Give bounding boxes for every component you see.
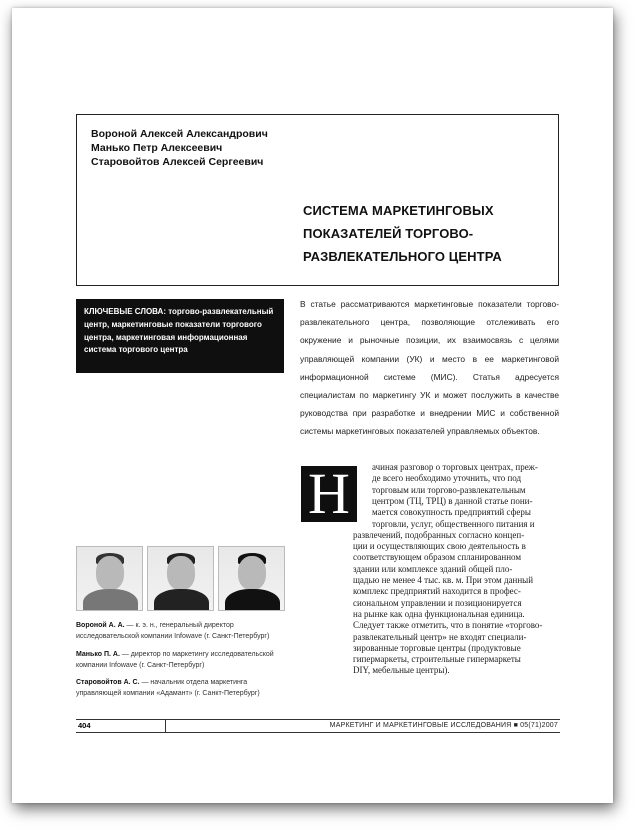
author-list <box>91 127 268 169</box>
body-line: развлекательный центр» не входят специали- <box>353 631 527 642</box>
page-footer <box>76 719 560 733</box>
keywords-box: КЛЮЧЕВЫЕ СЛОВА: торгово-развлекательный центр, маркетинговые показатели торгового центра, маркетинговая информационная система торгового центра <box>76 299 284 373</box>
journal-page <box>12 8 613 803</box>
title-line: РАЗВЛЕКАТЕЛЬНОГО ЦЕНТРА <box>303 249 502 264</box>
body-line: на рынке как одна функциональная единица. <box>353 608 525 619</box>
body-line: здании или комплексе зданий общей пло- <box>353 563 513 574</box>
body-line: Следует также отметить, что в понятие «торгово- <box>353 620 543 631</box>
body-line: гипермаркеты, строительные гипермаркеты <box>353 654 521 665</box>
body-line: торговым или торгово-развлекательным <box>372 484 526 495</box>
page-number: 404 <box>76 720 166 732</box>
body-line: центром (ТЦ, ТРЦ) в данной статье пони- <box>372 495 533 506</box>
body-line: соответствующем образом спланированном <box>353 552 522 563</box>
author-name: Старовойтов Алексей Сергеевич <box>91 156 264 168</box>
author-name: Манько Петр Алексеевич <box>91 142 223 154</box>
body-line: торговли, услуг, общественного питания и <box>372 518 535 529</box>
author-photo-manko <box>147 546 214 611</box>
author-bio: Старовойтов А. С. — начальник отдела маркетинга управляющей компании «Адамант» (г. Санкт-Петербург) <box>76 679 260 697</box>
body-line: сиональном управлении и позиционируется <box>353 597 522 608</box>
body-line: ции и осуществляющих свою деятельность в <box>353 541 526 552</box>
title-line: ПОКАЗАТЕЛЕЙ ТОРГОВО- <box>303 226 474 241</box>
title-line: СИСТЕМА МАРКЕТИНГОВЫХ <box>303 203 494 218</box>
body-line: де всего необходимо уточнить, что под <box>372 473 522 484</box>
drop-cap: Н <box>301 466 357 522</box>
article-title <box>303 199 548 268</box>
article-header <box>76 114 559 286</box>
body-line: ачиная разговор о торговых центрах, преж- <box>372 462 538 472</box>
author-photo-voronoy <box>76 546 143 611</box>
author-name: Вороной Алексей Александрович <box>91 128 268 140</box>
author-photo-starovoytov <box>218 546 285 611</box>
author-bio: Вороной А. А. — к. э. н., генеральный директор исследовательской компании Infowave (г. Санкт-Петербург) <box>76 622 270 640</box>
body-line: щадью не менее 4 тыс. кв. м. При этом данный <box>353 575 534 585</box>
body-line: мается совокупность предприятий сферы <box>372 507 531 518</box>
body-line: DIY, мебельные центры). <box>353 665 450 676</box>
body-line: развлечений, подобранных согласно концеп- <box>353 529 525 540</box>
body-line: зированные торговые центры (продуктовые <box>353 642 521 653</box>
author-photos <box>76 546 286 611</box>
author-bio: Манько П. А. — директор по маркетингу исследовательской компании Infowave (г. Санкт-Петербург) <box>76 651 274 669</box>
abstract-text: В статье рассматриваются маркетинговые показатели торгово-развлекательного центра, позволяющие отслеживать его окружение и рыночные позиции, их взаимосвязь с целями управляющей компании (УК) и место в ее маркетинговой информационной системе (МИС). Статья адресуется специалистам по маркетингу УК и может послужить в качестве руководства при разработке и внедрении МИС и собственной системы маркетинговых показателей управляемых объектов. <box>300 299 559 437</box>
body-line: комплекс предприятий находится в профес- <box>353 586 521 597</box>
journal-name: МАРКЕТИНГ И МАРКЕТИНГОВЫЕ ИССЛЕДОВАНИЯ ■ 05(71)2007 <box>329 722 558 729</box>
